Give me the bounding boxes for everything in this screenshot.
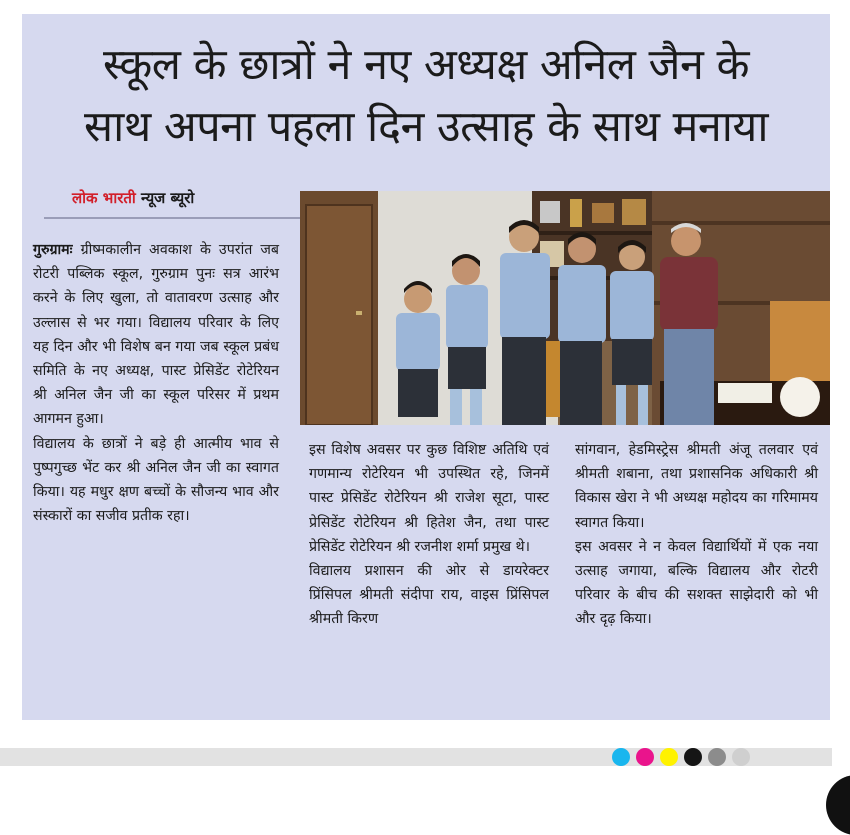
byline-rule	[44, 217, 300, 219]
registration-mark-magenta	[636, 748, 654, 766]
headline-line-1: स्कूल के छात्रों ने नए अध्यक्ष अनिल जैन के	[102, 40, 750, 90]
article-column-1	[33, 238, 279, 528]
byline	[72, 188, 194, 208]
paragraph-text: ग्रीष्मकालीन अवकाश के उपरांत जब रोटरी पब्लिक स्कूल, गुरुग्राम पुनः सत्र आरंभ करने के लिए खुला, तो वातावरण उत्साह और उल्लास से भर गया। विद्यालय परिवार के लिए यह दिन और भी विशेष बन गया जब स्कूल प्रबंध समिति के नए अध्यक्ष, पास्ट प्रेसिडेंट रोटेरियन श्री अनिल जैन जी का स्कूल परिसर में प्रथम आगमन हुआ।	[33, 242, 280, 428]
byline-brand: लोक भारती	[72, 189, 136, 207]
headline	[22, 34, 830, 158]
paragraph: सांगवान, हेडमिस्ट्रेस श्रीमती अंजू तलवार एवं श्रीमती शबाना, तथा प्रशासनिक अधिकारी श्री विकास खेरा ने भी अध्यक्ष महोदय का गरिमामय स्वागत किया।	[575, 442, 818, 531]
registration-mark-gray	[708, 748, 726, 766]
paragraph: इस विशेष अवसर पर कुछ विशिष्ट अतिथि एवं गणमान्य रोटेरियन भी उपस्थित रहे, जिनमें पास्ट प्रेसिडेंट रोटेरियन श्री राजेश सूटा, पास्ट प्रेसिडेंट रोटेरियन श्री हितेश जैन, तथा पास्ट प्रेसिडेंट रोटेरियन श्री रजनीश शर्मा प्रमुख थे।	[309, 442, 549, 555]
registration-mark-black	[684, 748, 702, 766]
paragraph	[33, 238, 279, 432]
article-column-3	[575, 438, 818, 632]
byline-bureau: न्यूज ब्यूरो	[141, 189, 195, 207]
paragraph: विद्यालय प्रशासन की ओर से डायरेक्टर प्रिंसिपल श्रीमती संदीपा राय, वाइस प्रिंसिपल श्रीमती किरण	[309, 563, 549, 628]
article-column-2	[309, 438, 549, 632]
corner-mark	[826, 775, 850, 835]
registration-mark-cyan	[612, 748, 630, 766]
registration-mark-light-gray	[732, 748, 750, 766]
paragraph: इस अवसर ने न केवल विद्यार्थियों में एक नया उत्साह जगाया, बल्कि विद्यालय और रोटरी परिवार के बीच की सशक्त साझेदारी को भी और दृढ़ किया।	[575, 538, 818, 628]
photo-scene	[300, 191, 830, 425]
registration-mark-yellow	[660, 748, 678, 766]
dateline: गुरुग्रामः	[33, 242, 73, 258]
news-photo	[300, 191, 830, 425]
headline-line-2: साथ अपना पहला दिन उत्साह के साथ मनाया	[84, 102, 768, 152]
paragraph: विद्यालय के छात्रों ने बड़े ही आत्मीय भाव से पुष्पगुच्छ भेंट कर श्री अनिल जैन जी का स्वागत किया। यह मधुर क्षण बच्चों के सौजन्य भाव और संस्कारों का सजीव प्रतीक रहा।	[33, 435, 279, 525]
